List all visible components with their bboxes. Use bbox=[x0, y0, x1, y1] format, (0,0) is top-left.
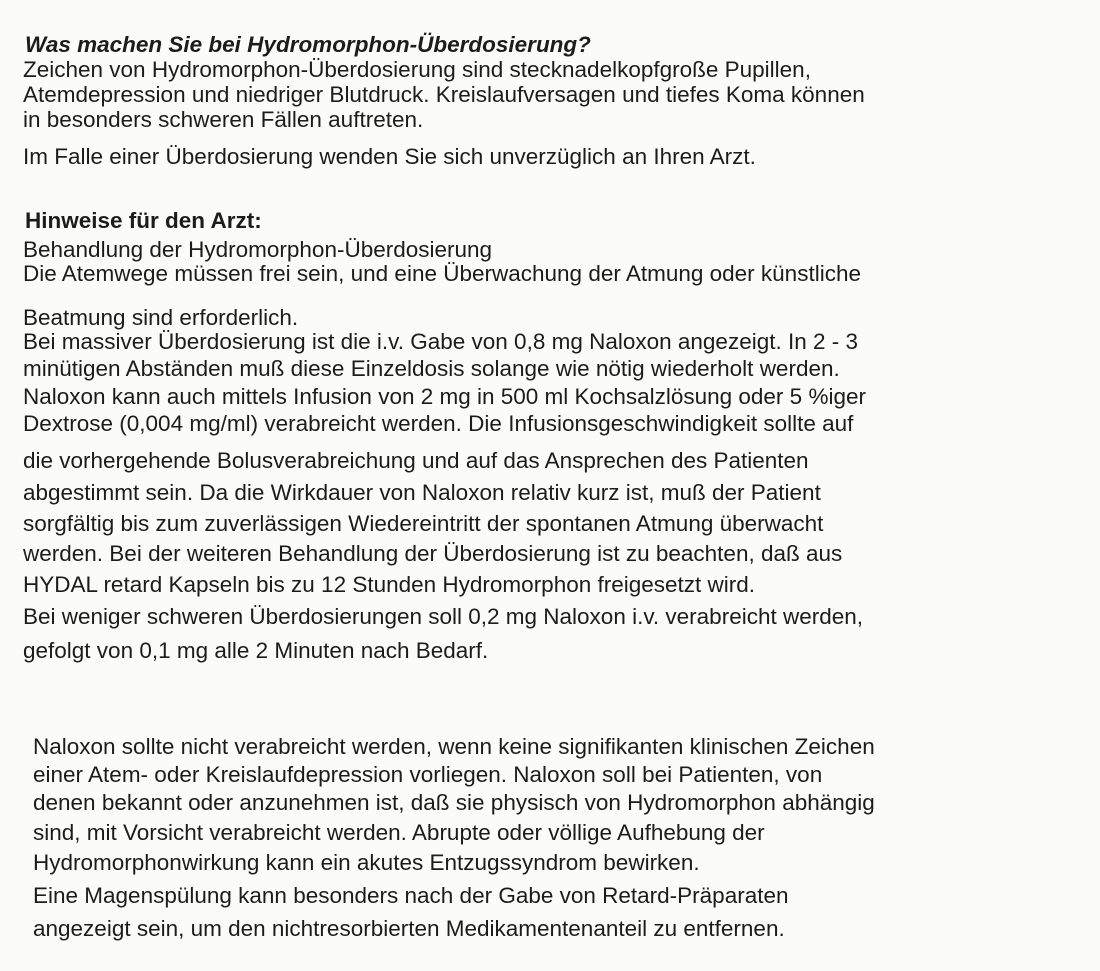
text-line: angezeigt sein, um den nichtresorbierten Medikamentenanteil zu entfernen. bbox=[33, 916, 785, 941]
text-line: Die Atemwege müssen frei sein, und eine Überwachung der Atmung oder künstliche bbox=[23, 261, 861, 286]
text-line: Naloxon kann auch mittels Infusion von 2 mg in 500 ml Kochsalzlösung oder 5 %iger bbox=[23, 384, 866, 409]
text-line: sorgfältig bis zum zuverlässigen Wiedereintritt der spontanen Atmung überwacht bbox=[23, 511, 824, 536]
section-heading-doctor-notes: Hinweise für den Arzt: bbox=[25, 208, 262, 233]
text-line: Bei massiver Überdosierung ist die i.v. Gabe von 0,8 mg Naloxon angezeigt. In 2 - 3 bbox=[23, 329, 859, 354]
section-heading-overdose: Was machen Sie bei Hydromorphon-Überdosierung? bbox=[25, 32, 591, 57]
text-line: sind, mit Vorsicht verabreicht werden. Abrupte oder völlige Aufhebung der bbox=[33, 820, 765, 845]
text-line: Im Falle einer Überdosierung wenden Sie sich unverzüglich an Ihren Arzt. bbox=[23, 144, 756, 169]
text-line: gefolgt von 0,1 mg alle 2 Minuten nach Bedarf. bbox=[23, 638, 489, 663]
text-line: Dextrose (0,004 mg/ml) verabreicht werden. Die Infusionsgeschwindigkeit sollte auf bbox=[23, 411, 854, 436]
text-line: denen bekannt oder anzunehmen ist, daß sie physisch von Hydromorphon abhängig bbox=[33, 790, 875, 815]
text-line: Bei weniger schweren Überdosierungen soll 0,2 mg Naloxon i.v. verabreicht werden, bbox=[23, 604, 864, 629]
text-line: werden. Bei der weiteren Behandlung der Überdosierung ist zu beachten, daß aus bbox=[23, 541, 843, 566]
text-line: Behandlung der Hydromorphon-Überdosierung bbox=[23, 237, 493, 262]
text-line: minütigen Abständen muß diese Einzeldosis solange wie nötig wiederholt werden. bbox=[23, 356, 840, 381]
text-line: abgestimmt sein. Da die Wirkdauer von Naloxon relativ kurz ist, muß der Patient bbox=[23, 480, 821, 505]
text-line: HYDAL retard Kapseln bis zu 12 Stunden Hydromorphon freigesetzt wird. bbox=[23, 572, 756, 597]
text-line: einer Atem- oder Kreislaufdepression vorliegen. Naloxon soll bei Patienten, von bbox=[33, 762, 823, 787]
text-line: Zeichen von Hydromorphon-Überdosierung sind stecknadelkopfgroße Pupillen, bbox=[23, 57, 811, 82]
text-line: in besonders schweren Fällen auftreten. bbox=[23, 107, 424, 132]
text-line: die vorhergehende Bolusverabreichung und auf das Ansprechen des Patienten bbox=[23, 448, 809, 473]
text-line: Atemdepression und niedriger Blutdruck. Kreislaufversagen und tiefes Koma können bbox=[23, 82, 865, 107]
text-line: Naloxon sollte nicht verabreicht werden, wenn keine signifikanten klinischen Zeichen bbox=[33, 734, 875, 759]
text-line: Hydromorphonwirkung kann ein akutes Entzugssyndrom bewirken. bbox=[33, 850, 700, 875]
text-line: Eine Magenspülung kann besonders nach der Gabe von Retard-Präparaten bbox=[33, 883, 789, 908]
text-line: Beatmung sind erforderlich. bbox=[23, 305, 299, 330]
